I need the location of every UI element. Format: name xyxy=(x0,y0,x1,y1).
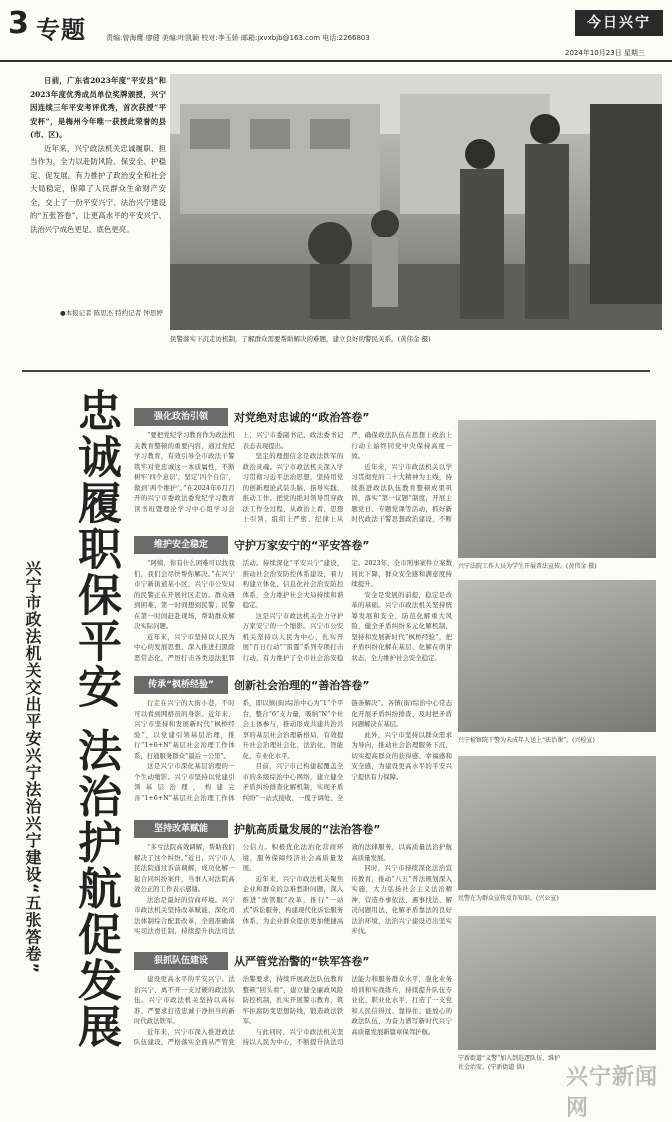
section-1-title: 对党绝对忠诚的“政治答卷” xyxy=(234,411,370,424)
section-4-paragraph: 近年来，兴宁市政法机关聚焦企业和群众的急难愁盼问题，深入推进“放管服”改革，推行“一站式”诉讼服务，构建现代化诉讼服务体系，为企业群众提供更加便捷高效的法律服务，以高质量法治护航高质量发展。 xyxy=(242,843,452,925)
section-name: 专题 xyxy=(36,16,86,44)
section-4-header xyxy=(134,818,454,840)
header-rule xyxy=(0,60,672,62)
section-4-paragraph: 法治是最好的营商环境。兴宁市政法机关坚持改革赋能，深化司法体制综合配套改革，全面准确落实司法责任制，持续提升执法司法公信力。积极优化法治化营商环境，服务保障经济社会高质量发展。 xyxy=(134,843,344,935)
section-5-body xyxy=(134,974,452,1090)
section-2-title: 守护万家安宁的“平安答卷” xyxy=(234,539,370,552)
section-2-body xyxy=(134,558,452,666)
section-1-body xyxy=(134,430,452,528)
section-3-paragraph: 此外，兴宁市坚持以群众需求为导向，推动社会治理服务下沉，切实提高群众的获得感、幸福感和安全感，为建设更高水平的平安兴宁提供有力保障。 xyxy=(351,730,452,781)
section-1-paragraph: 坚定的理想信念是政法铁军的政治灵魂。兴宁市政法机关深入学习贯彻习近平法治思想，坚持用党的创新理论武装头脑、指导实践、推动工作。把党的绝对领导贯穿政法工作全过程，从政治上看、思想上引领、组织上严密、纪律上从严，确保政法队伍在思想上政治上行动上始终同党中央保持高度一致。 xyxy=(242,431,452,523)
section-3-header xyxy=(134,674,454,696)
section-4-paragraph: “多亏法院高效调解，帮助我们解决了这个纠纷。”近日，兴宁市人民法院通过诉前调解，成功化解一起合同纠纷案件，当事人对法院高效公正的工作表示感谢。 xyxy=(134,843,235,893)
section-4-paragraph: 同时，兴宁市持续深化法治宣传教育，推动“八五”普法规划深入实施，大力弘扬社会主义法治精神，营造办事依法、遇事找法、解决问题用法、化解矛盾靠法的良好法治环境，法治兴宁建设迈出坚实步伐。 xyxy=(351,864,452,935)
section-1-tag: 强化政治引领 xyxy=(134,408,228,426)
section-5-header xyxy=(134,950,454,972)
section-3-tag: 传承“枫桥经验” xyxy=(134,676,228,694)
intro-paragraph: 日前，广东省2023年度“平安县”和2023年度优秀成员单位奖牌颁授，兴宁因连续三年平安考评优秀，首次获授“平安杯”，是梅州今年唯一获授此荣誉的县(市、区)。 xyxy=(30,76,166,139)
section-2-paragraph: 安全是发展的前提，稳定是改革的基础。兴宁市政法机关坚持统筹发展和安全，防范化解重大风险，健全矛盾纠纷多元化解机制，坚持和发展新时代“枫桥经验”，把矛盾纠纷化解在基层、化解在萌芽状态，全力维护社会安全稳定。 xyxy=(351,590,452,662)
newspaper-logo: 今日兴宁 xyxy=(575,10,663,36)
site-watermark: 兴宁新闻网 xyxy=(566,1065,659,1121)
right-photo-3-caption: 民警在为群众宣传反诈知识。(兴公宣) xyxy=(458,895,559,902)
sub-headline: 兴宁市政法机关交出平安兴宁法治兴宁建设“五张答卷” xyxy=(23,560,42,975)
section-3-paragraph: 行走在兴宁的大街小巷，不时可以看到网格员的身影。近年来，兴宁市坚持和发展新时代“枫桥经验”，以党建引领基层治理，推行“1+6+N”基层社会治理工作体系，打通服务群众“最后一公里”。 xyxy=(134,699,235,760)
section-5-paragraph: 与此同时，兴宁市政法机关坚持以人民为中心，不断提升执法司法能力和服务群众水平，强化业务培训和实战练兵，持续提升队伍专业化、职业化水平，打造了一支党和人民信得过、靠得住、能放心的政法队伍，为奋力谱写新时代兴宁高质量发展新篇章保驾护航。 xyxy=(242,975,452,1046)
main-headline: 忠诚履职保平安 法治护航促发展 xyxy=(70,388,121,1050)
section-1-paragraph: 近年来，兴宁市政法机关以学习贯彻党的二十大精神为主线，持续推进政法队伍教育整顿成果巩固，落实“第一议题”制度，开展主题党日、专题党课等活动，抓好新时代政法干警思想政治建设，不断 xyxy=(351,462,452,523)
issue-date: 2024年10月23日 星期三 xyxy=(565,49,645,57)
right-photo-2 xyxy=(458,580,656,732)
right-photo-4 xyxy=(458,916,656,1050)
section-2-tag: 维护安全稳定 xyxy=(134,536,228,554)
right-photo-1-caption: 兴宁法院工作人员为学生开展普法宣传。(黄伟金 摄) xyxy=(458,563,597,570)
section-5-title: 从严管党治警的“铁军答卷” xyxy=(234,955,370,968)
section-4-title: 护航高质量发展的“法治答卷” xyxy=(234,823,381,836)
intro-text xyxy=(30,74,166,236)
byline: ●本报记者 陈思杰 特约记者 钟思婷 xyxy=(60,309,163,317)
right-photo-2-caption: 兴宁检察院干警为未成年人送上“法治课”。(兴检宣) xyxy=(458,737,595,744)
editor-credits: 责编:曾海鹰 廖健 美编:叶凯颖 校对:李玉娇 邮箱:jxvxbjb@163.com 电话:2266803 xyxy=(106,34,370,42)
section-3-paragraph: 这是兴宁市深化基层治理的一个生动缩影。兴宁市坚持以党建引领基层治理，构建完善“1+6+N”基层社会治理工作体系，即以镇(街)综治中心为“1”个平台，整合“6”支力量，吸纳“N”个社会主体参与，推动形成共建共治共享的基层社会治理新格局，有效提升社会治理社会化、法治化、智能化、专业化水平。 xyxy=(134,699,344,802)
section-3-body xyxy=(134,698,452,810)
right-photo-3 xyxy=(458,756,656,890)
right-photo-4-caption: 宁新街道“义警”加入到巡逻队伍，维护社会治安。(宁新街道 供) xyxy=(458,1055,561,1071)
section-divider xyxy=(22,370,650,372)
section-2-paragraph: 近年来，兴宁市坚持以人民为中心的发展思想，深入推进扫黑除恶常态化，严厉打击各类违法犯罪活动。持续深化“平安兴宁”建设，推动社会治安防控体系建设，着力构建立体化、信息化社会治安防控体系，全力维护社会大局持续和谐稳定。 xyxy=(134,559,344,662)
section-5-paragraph: 近年来，兴宁市深入推进政法队伍建设，严格落实全面从严管党治警要求，持续开展政法队伍教育整顿“回头看”，建立健全廉政风险防控机制，扎实开展警示教育，筑牢拒腐防变思想防线，锻造政法铁军。 xyxy=(134,975,344,1046)
page-number: 3 xyxy=(8,6,29,41)
section-1-header xyxy=(134,406,454,428)
section-3-paragraph: 目前，兴宁市已构建起覆盖全市的多级综治中心网络，建立健全矛盾纠纷排查化解机制，实现矛盾纠纷“一站式接收、一揽子调处、全链条解决”。各镇(街)综治中心常态化开展矛盾纠纷排查，及时把矛盾问题解决在基层。 xyxy=(242,699,452,802)
section-5-paragraph: 建设更高水平的平安兴宁、法治兴宁，离不开一支过硬的政法队伍。兴宁市政法机关坚持以高标准、严要求打造忠诚干净担当的新时代政法铁军。 xyxy=(134,975,235,1025)
intro-paragraph: 近年来，兴宁政法机关忠诚履职、担当作为，全力以赴防风险、保安全、护稳定、促发展。有力推护了政治安全和社会大局稳定，保障了人民群众生命财产安全，交上了一份平安兴宁、法治兴宁建设的“五张答卷”，让更高水平的平安兴宁、法治兴宁成色更足、底色更亮。 xyxy=(30,143,166,234)
right-photo-1 xyxy=(458,420,656,558)
section-2-header xyxy=(134,534,454,556)
top-photo xyxy=(170,74,662,330)
section-1-paragraph: “要把党纪学习教育作为政法机关教育整顿的重要内容，通过党纪学习教育，有效引导全市政法干警筑牢对党忠诚这一本质属性，不断树牢‘四个意识’，坚定‘四个自信’，做到‘两个维护’。”在2024年6月召开的兴宁市委政法委党纪学习教育读书班暨理论学习中心组学习会上，兴宁市委副书记、政法委书记表态表现提出。 xyxy=(134,431,344,513)
section-4-tag: 坚持改革赋能 xyxy=(134,820,228,838)
page-header xyxy=(0,0,672,60)
section-5-tag: 狠抓队伍建设 xyxy=(134,952,228,970)
section-3-title: 创新社会治理的“善治答卷” xyxy=(234,679,370,692)
section-2-paragraph: 这是兴宁市政法机关全力守护万家安宁的一个缩影。兴宁市公安机关坚持以人民为中心，扎实开展“百日行动”“雷霆”系列专项打击行动，有力维护了全市社会治安稳定。2023年，全市刑事案件立案数同比下降，群众安全感和满意度持续提升。 xyxy=(242,559,452,662)
section-4-body xyxy=(134,842,452,942)
section-2-paragraph: “阿姨，你有什么困难可以找我们，我们会尽快帮你解决。”在兴宁市宁新街道某小区，兴宁市公安局的民警正在开展社区走访。群众遇到困难，第一时间想到民警；民警在第一时间赶赴现场，帮助群众解决实际问题。 xyxy=(134,559,235,630)
top-photo-caption: 民警落实下沉走访机制，了解群众需要帮助解决的难题，建立良好的警民关系。(黄伟金 摄) xyxy=(170,335,431,343)
